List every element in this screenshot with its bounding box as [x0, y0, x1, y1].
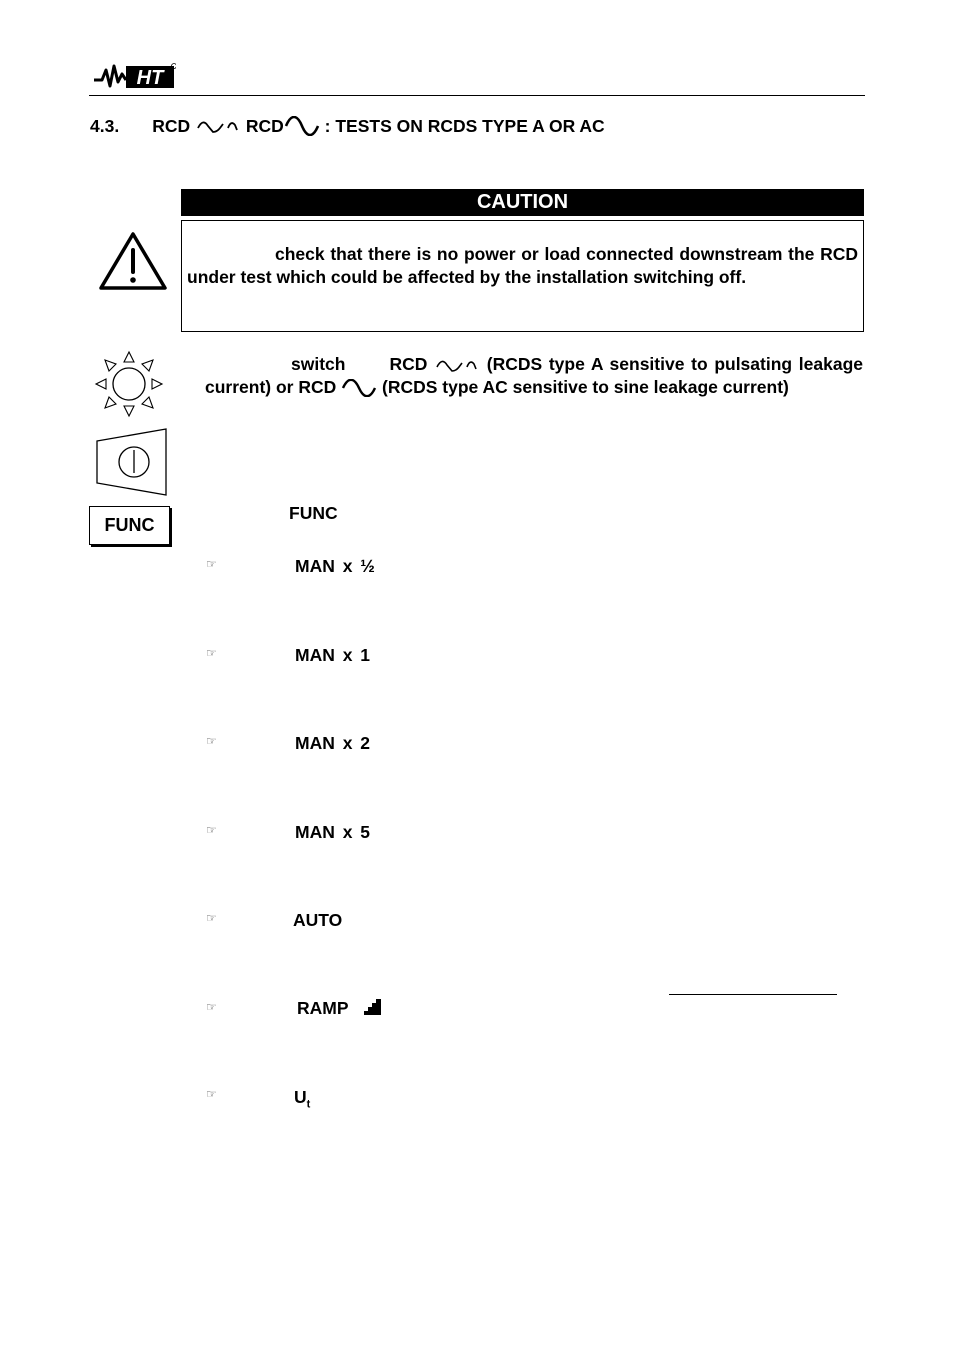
mode-ut-sub: t [306, 1098, 311, 1111]
pointing-hand-icon: ☞ [206, 734, 217, 748]
pulsating-wave-icon [195, 116, 241, 136]
ht-logo [92, 58, 176, 90]
step-type-ac-text: (RCDS type AC sensitive to sine leakage current) [382, 377, 789, 397]
mode-man-half: MAN x ½ [295, 556, 375, 576]
sine-wave-icon [341, 379, 377, 397]
step-rcd-ac: RCD [298, 377, 337, 397]
section-title-rest: : TESTS ON RCDS TYPE A OR AC [324, 115, 605, 136]
mode-man-1: MAN x 1 [295, 645, 371, 665]
func-text: FUNC [289, 503, 338, 523]
rotary-switch-icon[interactable] [95, 427, 169, 497]
pointing-hand-icon: ☞ [206, 823, 217, 837]
section-rcd-a: RCD [152, 115, 191, 136]
pointing-hand-icon: ☞ [206, 1087, 217, 1101]
section-rcd-ac: RCD [245, 115, 284, 136]
mode-man-5: MAN x 5 [295, 822, 371, 842]
sine-wave-icon [284, 116, 320, 136]
pointing-hand-icon: ☞ [206, 1000, 217, 1014]
caution-heading: CAUTION [181, 189, 864, 216]
step-type-a-text: (RCDS type A sensitive to pulsating leakage current) or [205, 354, 863, 397]
pointing-hand-icon: ☞ [206, 911, 217, 925]
underline-rule [669, 994, 837, 995]
mode-ut [294, 1087, 310, 1111]
ramp-steps-icon [364, 999, 382, 1016]
step-rcd-a: RCD [389, 354, 428, 374]
pointing-hand-icon: ☞ [206, 646, 217, 660]
logo-text: HT [136, 67, 164, 89]
mode-ramp: RAMP [297, 998, 349, 1018]
sun-icon [94, 350, 164, 418]
section-number: 4.3. [90, 115, 120, 136]
mode-ut-main: U [294, 1087, 307, 1107]
step-text [205, 353, 863, 399]
step-switch-word: switch [291, 354, 346, 374]
func-key[interactable]: FUNC [89, 506, 170, 545]
mode-auto: AUTO [293, 910, 343, 930]
caution-text [187, 243, 858, 288]
pulsating-wave-icon [434, 356, 480, 374]
section-title [90, 115, 605, 137]
pointing-hand-icon: ☞ [206, 557, 217, 571]
mode-man-2: MAN x 2 [295, 733, 371, 753]
caution-message: check that there is no power or load connected downstream the RCD under test which could be affected by the installation switching off. [187, 244, 858, 287]
warning-triangle-icon [98, 230, 168, 292]
header-rule [89, 95, 865, 96]
